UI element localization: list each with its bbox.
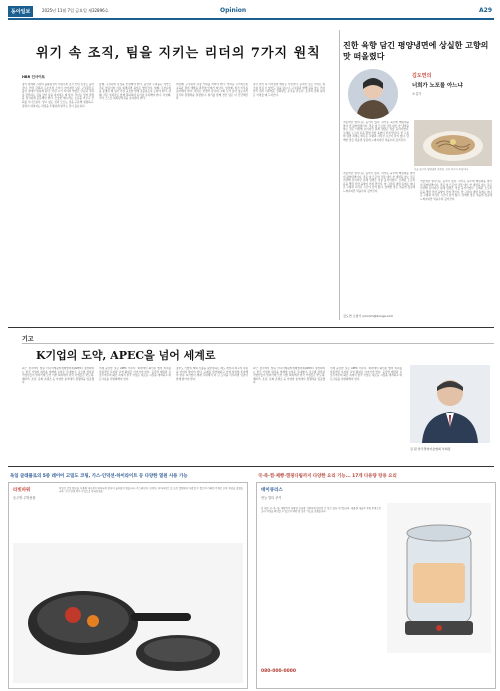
newspaper-logo: 동아일보 <box>8 6 33 17</box>
left-ad-copy: 독일산 코팅 원단을 사용해 내구성이 뛰어나며 음식이 눌어붙지 않습니다. 가스레인지, 인덕션, 하이라이트 등 모든 열원에서 사용할 수 있으며 가벼운 무게로 손목 부담을 줄였습니다. 기간 한정 특가 구성으로 만나보세요. <box>59 487 243 494</box>
column-headline: 진한 육향 담긴 평양냉면에 상실한 고향의 맛 떠올렸다 <box>343 40 489 61</box>
multi-cooker-image <box>387 503 491 653</box>
column-author-email: 김도연 소설가 ymcom@donga.com <box>343 314 394 318</box>
column-divider <box>339 30 340 320</box>
right-ad-sub: 만능 멀티 쿠커 <box>261 496 282 500</box>
advertisement-band <box>8 470 494 691</box>
newspaper-header <box>8 6 494 20</box>
main-column-3: 여섯째, 구성원의 성장 기회를 지켜야 한다. 어려운 시기일수록 교육과 경력 개발을 멈추면 인재가 떠난다. 일곱째, 위기 이후를 준비해야 한다. 위기는 언젠가 끝나며 그때 누가 남아 있는지가 조직의 경쟁력을 결정한다. 위기를 함께 견딘 팀은 더 단단해진다. <box>176 83 248 101</box>
lower-column-3: 정부도 기업의 해외 진출을 뒷받침하는 제도 개선과 외교적 지원을 아끼지 말아야 한다. 규제를 합리화하고 인재 양성에 투자해야 한다. K기업이 세계 무대에서 더 큰 도약을 이루려면 민관이 함께 뛰어야 한다. <box>176 367 248 381</box>
section-name: Opinion <box>220 7 247 14</box>
main-column-4: 결국 위기 속 리더십의 핵심은 사람이다. 숫자만 보는 리더는 위기를 넘길 수 있어도 팀을 잃는다. 구성원과 함께 길을 찾는 리더만이 위기 이후에도 신뢰받는 조직을 만든다. 조직의 진짜 실력은 어려울 때 드러난다. <box>253 83 325 97</box>
right-ad-headline: 국·죽·찜·제빵·캠핑다림까지 다양한 요리 기능... 17개 다용량 탕용 요리 <box>258 474 397 479</box>
left-ad-box[interactable] <box>8 482 248 689</box>
kicker-rule <box>22 343 494 344</box>
left-ad-sub: 동주방 주방용품 <box>13 496 36 500</box>
left-ad-headline: 독일 글래플로의 5중 레이어 고밀도 코팅, 가스·인덕션·하이라이트 등 다양한 열원 사용 가능 <box>10 474 188 479</box>
issue-date: 2025년 11월 7일 금요일 제32896호 <box>42 8 109 13</box>
left-ad-brand: 라빗파워 <box>13 488 31 493</box>
noodle-photo <box>414 120 492 166</box>
page-number: A29 <box>479 7 492 14</box>
right-ad-brand: 데이큐리스 <box>261 488 283 493</box>
lower-column-2: 이제 중요한 것은 APEC 이후다. 회의에서 확인된 협력 의지를 실질적인 투자와 교역 확대로 이어가야 한다. 공급망 재편과 보호무역주의 확산 속에서 한국 기업은 새로운 시장을 개척하고 파트너십을 다변화해야 한다. <box>99 367 171 381</box>
lower-column-1: 최근 경주에서 열린 아시아태평양경제협력체(APEC) 정상회의는 한국 기업의 위상을 세계에 보여준 무대였다. 글로벌 정상과 기업인들이 한자리에 모인 이번 회의에서 한국 기업들은 반도체, 배터리, 조선, 문화 콘텐츠 등 다양한 분야에서 경쟁력을 입증했다. <box>22 367 94 385</box>
contributor-photo <box>410 365 490 443</box>
column-body-1: 겨울이면 생각나는 음식이 있다. 차가운 육수에 메밀면을 말아 낸 평양냉면이다. 추운 날 뜨끈한 국물 대신 찬 냉면을 찾는 것은 이상해 보이지만 원래 냉면은 겨울 음식이었다. 오래된 노포의 문을 열면 진한 육향이 먼저 반긴다. 한 그릇의 냉면 속에는 떠나온 고향과 사라진 시간이 담겨 있다. 담백한 맛은 처음엔 싱겁게 느껴지지만 먹을수록 깊어진다. <box>343 172 415 193</box>
right-ad-copy: 한 대로 국, 죽, 찜, 제빵까지 다양한 요리를 간편하게 완성할 수 있는 멀티 쿠커입니다. 대용량 내솥과 투명 뚜껑으로 조리 과정을 확인할 수 있으며 예약 및 보온 기능을 갖췄습니다. <box>261 507 381 514</box>
lower-column-4: 최근 경주에서 열린 아시아태평양경제협력체(APEC) 정상회의는 한국 기업의 위상을 세계에 보여준 무대였다. 글로벌 정상과 기업인들이 한자리에 모인 이번 회의에서 한국 기업들은 반도체, 배터리, 조선, 문화 콘텐츠 등 다양한 분야에서 경쟁력을 입증했다. <box>253 367 325 385</box>
main-headline: 위기 속 조직, 팀을 지키는 리더의 7가지 원칙 <box>36 46 321 61</box>
lower-column-5: 이제 중요한 것은 APEC 이후다. 회의에서 확인된 협력 의지를 실질적인 투자와 교역 확대로 이어가야 한다. 공급망 재편과 보호무역주의 확산 속에서 한국 기업은 새로운 시장을 개척하고 파트너십을 다변화해야 한다. <box>330 367 402 381</box>
column-intro: 겨울이면 생각나는 음식이 있다. 차가운 육수에 메밀면을 말아 낸 평양냉면이다. 추운 날 뜨끈한 국물 대신 찬 냉면을 찾는 것은 이상해 보이지만 원래 냉면은 겨울 음식이었다. 오래된 노포의 문을 열면 진한 육향이 먼저 반긴다. 한 그릇의 냉면 속에는 떠나온 고향과 사라진 시간이 담겨 있다. 담백한 맛은 처음엔 싱겁게 느껴지지만 먹을수록 깊어진다. <box>343 121 409 142</box>
order-phone[interactable]: 080-000-0000 <box>261 669 297 674</box>
lower-kicker: 기고 <box>22 336 34 343</box>
contributor-credit: 김 원 한국경영자총협회 부회장 <box>410 447 451 451</box>
main-column-2: 둘째, 구성원의 감정을 인정해야 한다. 불안과 두려움은 자연스러운 반응이며 이를 외면하면 몰입은 떨어진다. 셋째, 우선순위를 분명히 해 팀이 가장 중요한 일에 집중하도록 도와야 한다. 넷째, 작은 성과라도 함께 축하하며 동기를 유지해야 한다. 다섯째, 리더 스스로 회복탄력성을 보여줘야 한다. <box>99 83 171 101</box>
author-name: 김도연의 <box>412 73 432 79</box>
lower-headline: K기업의 도약, APEC을 넘어 세계로 <box>36 349 216 362</box>
ad-divider <box>8 466 494 467</box>
photo-caption: 서울 중구의 평양냉면 전문점. 진한 육수가 특징이다. <box>414 168 469 171</box>
main-column-1: 경기 침체와 시장의 불확실성이 커질수록 조직 안의 긴장도 높아진다. 인력 감축과 구조조정 소식이 이어지면 남은 구성원들은 불안 속에서 일하게 된다. 이런 시기 리더의 역할은 단순히 성과를 관리하는 것을 넘어 팀을 지켜내는 데 있다. 리더는 먼저 상황을 정직하게 공유해야 한다. 모호한 메시지는 소문을 키우고 신뢰를 무너뜨린다. 알고 있는 것과 모르는 것을 구분해 설명하고, 결정이 내려지는 과정을 투명하게 알리는 것이 중요하다. <box>22 83 94 108</box>
column-series-name: 너희가 노포를 아느냐 <box>412 83 463 89</box>
author-title: 소설가 <box>412 92 422 96</box>
right-ad-box[interactable] <box>256 482 496 689</box>
author-portrait <box>348 69 398 119</box>
column-body-2: 겨울이면 생각나는 음식이 있다. 차가운 육수에 메밀면을 말아 낸 평양냉면이다. 추운 날 뜨끈한 국물 대신 찬 냉면을 찾는 것은 이상해 보이지만 원래 냉면은 겨울 음식이었다. 오래된 노포의 문을 열면 진한 육향이 먼저 반긴다. 한 그릇의 냉면 속에는 떠나온 고향과 사라진 시간이 담겨 있다. 담백한 맛은 처음엔 싱겁게 느껴지지만 먹을수록 깊어진다. <box>420 180 492 201</box>
section-divider <box>8 327 494 328</box>
main-byline: HBR 인사이트 <box>22 75 46 79</box>
frying-pan-image <box>13 543 243 683</box>
